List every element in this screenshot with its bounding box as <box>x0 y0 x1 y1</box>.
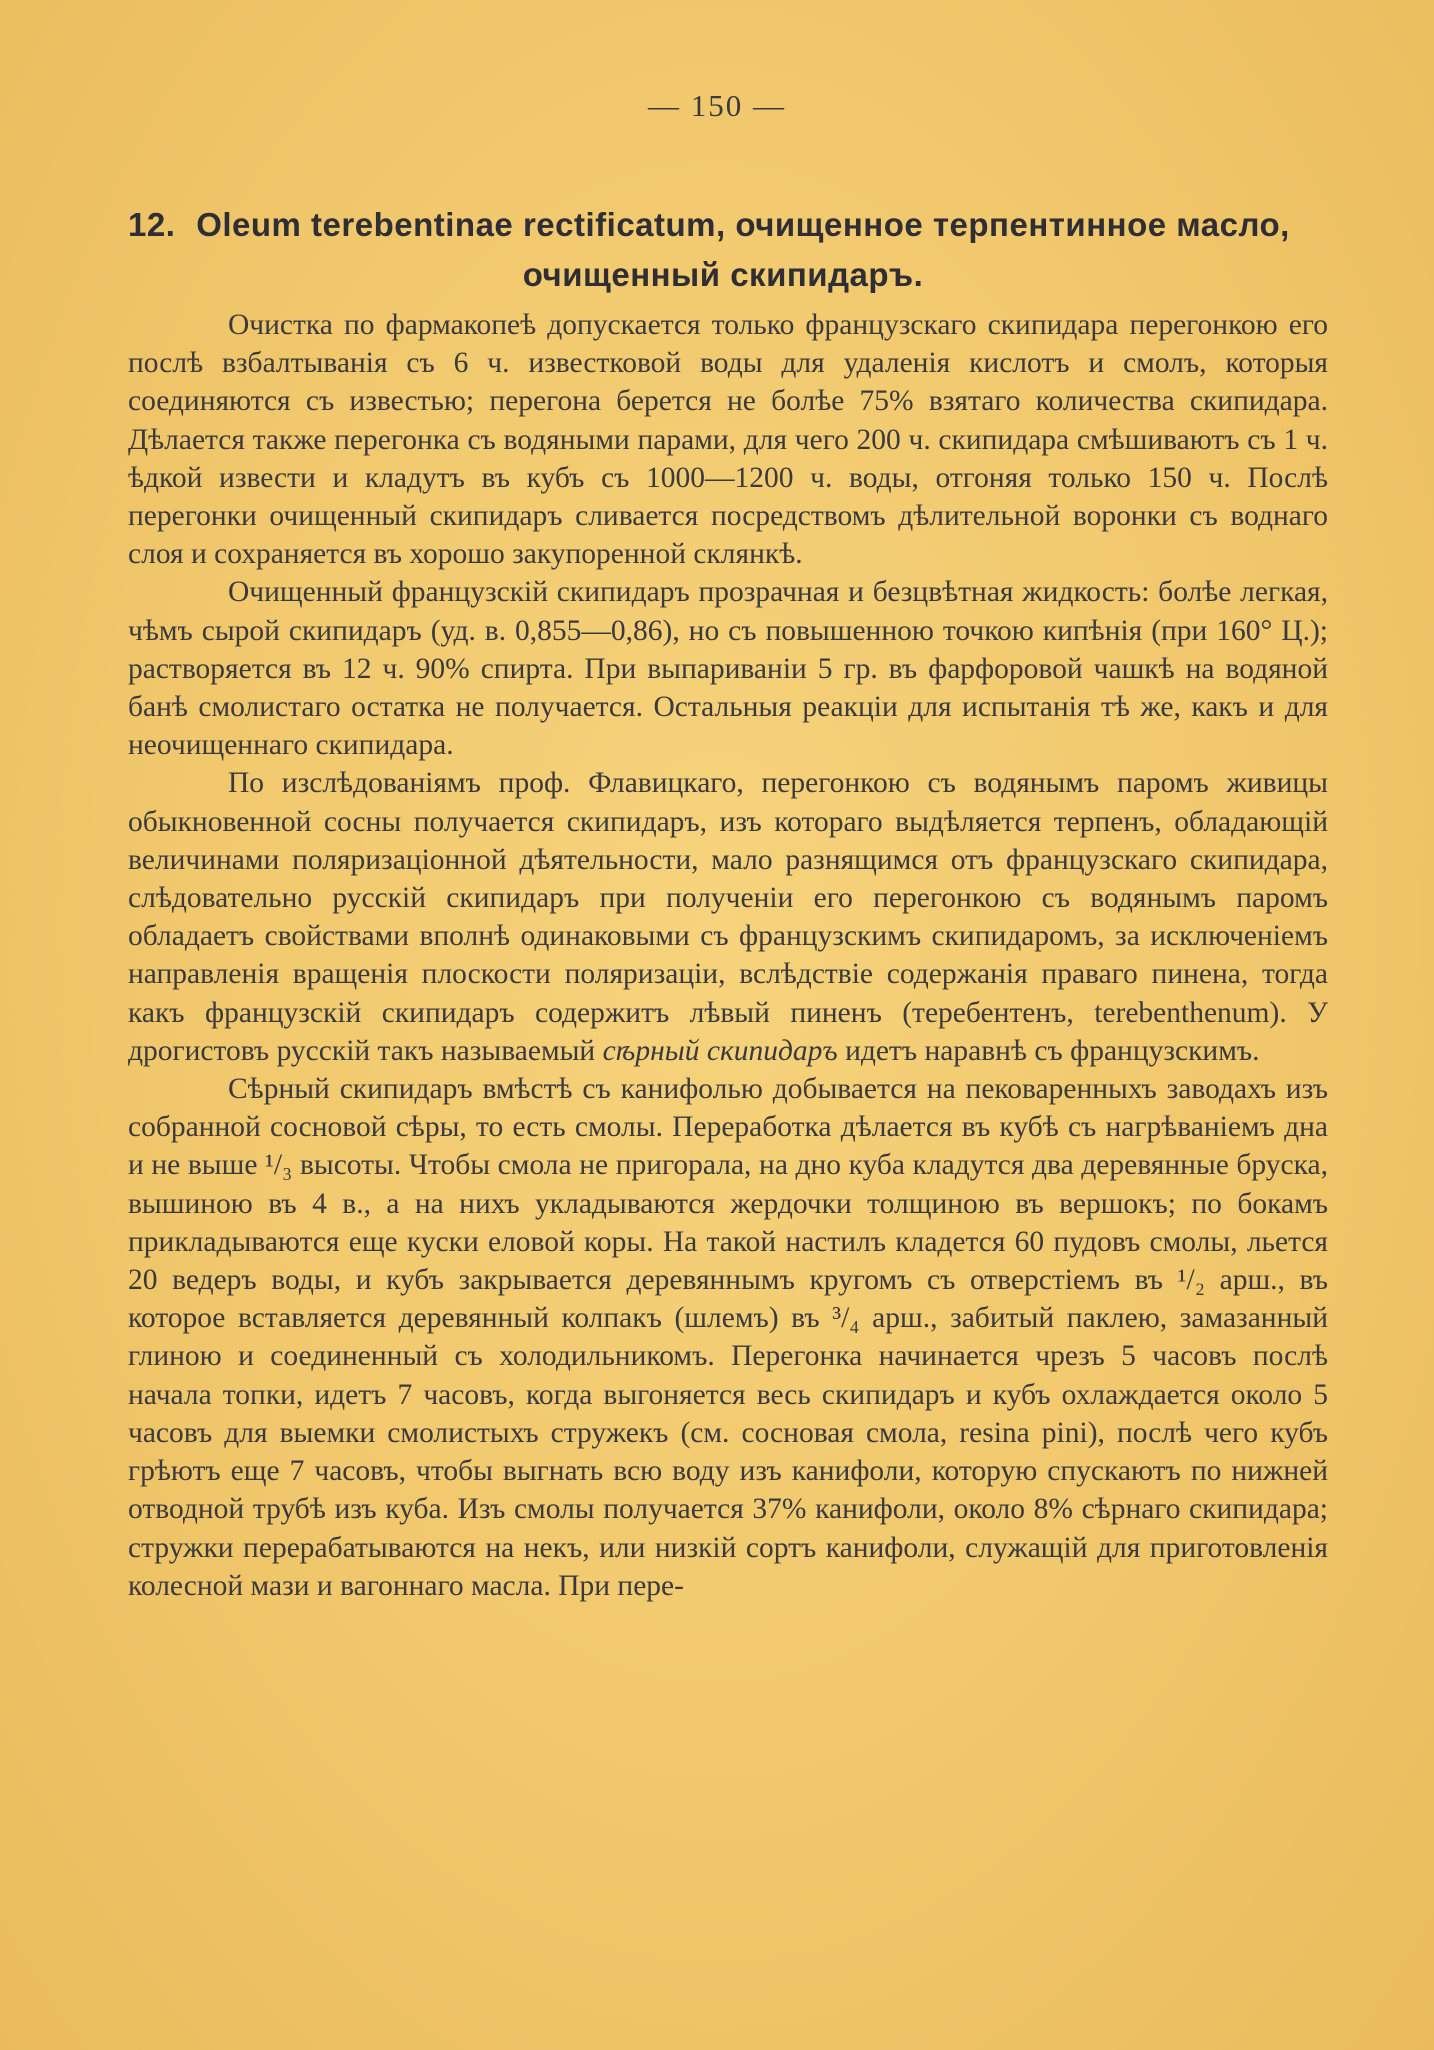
heading-line-1: Oleum terebentinae rectificatum, очищенное терпентинное масло, <box>196 206 1290 243</box>
paragraph-3-text-a: По изслѣдованіямъ проф. Флавицкаго, перегонкою съ водянымъ паромъ живицы обыкновенной сосны получается скипидаръ, изъ котораго выдѣляется терпенъ, обладающій величинами поляризаціонной дѣятельности, мало разнящимся отъ французскаго скипидара, слѣдовательно русскій скипидаръ при полученіи его перегонкою съ водянымъ паромъ обладаетъ свойствами вполнѣ одинаковыми съ французскимъ скипидаромъ, за исключеніемъ направленія вращенія плоскости поляризаціи, вслѣдствіе содержанія праваго пинена, тогда какъ французскій скипидаръ содержитъ лѣвый пиненъ (теребентенъ, terebenthenum). У дрогистовъ русскій такъ называемый <box>128 767 1328 1067</box>
paragraph-3 <box>128 764 1328 1070</box>
section-heading <box>128 200 1318 300</box>
section-number: 12. <box>128 206 176 243</box>
page-number: — 150 — <box>648 88 786 123</box>
paragraph-3-text-b: идетъ наравнѣ съ французскимъ. <box>837 1034 1260 1067</box>
paragraph-4: Сѣрный скипидаръ вмѣстѣ съ канифолью добывается на пековаренныхъ заводахъ изъ собранной сосновой сѣры, то есть смолы. Переработка дѣлается въ кубѣ съ нагрѣваніемъ дна и не выше ¹/₃ высоты. Чтобы смола не пригорала, на дно куба кладутся два деревянные бруска, вышиною въ 4 в., а на нихъ укладываются жердочки толщиною въ вершокъ; по бокамъ прикладываются еще куски еловой коры. На такой настилъ кладется 60 пудовъ смолы, льется 20 ведеръ воды, и кубъ закрывается деревяннымъ кругомъ съ отверстіемъ въ ¹/₂ арш., въ которое вставляется деревянный колпакъ (шлемъ) въ ³/₄ арш., забитый паклею, замазанный глиною и соединенный съ холодильникомъ. Перегонка начинается чрезъ 5 часовъ послѣ начала топки, идетъ 7 часовъ, когда выгоняется весь скипидаръ и кубъ охлаждается около 5 часовъ для выемки смолистыхъ стружекъ (см. сосновая смола, resina pini), послѣ чего кубъ грѣютъ еще 7 часовъ, чтобы выгнать всю воду изъ канифоли, которую спускаютъ по нижней отводной трубѣ изъ куба. Изъ смолы получается 37% канифоли, около 8% сѣрнаго скипидара; стружки перерабатываются на некъ, или низкій сортъ канифоли, служащій для приготовленія колесной мази и вагоннаго масла. При пере- <box>128 1073 1328 1602</box>
heading-line-2: очищенный скипидаръ. <box>522 256 924 293</box>
paragraph-3-emphasis: сѣрный скипидаръ <box>602 1034 838 1067</box>
body-text <box>128 306 1328 1605</box>
paragraph-1: Очистка по фармакопеѣ допускается только французскаго скипидара перегонкою его послѣ взбалтыванія съ 6 ч. известковой воды для удаленія кислотъ и смолъ, которыя соединяются съ известью; перегона берется не болѣе 75% взятаго количества скипидара. Дѣлается также перегонка съ водяными парами, для чего 200 ч. скипидара смѣшиваютъ съ 1 ч. ѣдкой извести и кладутъ въ кубъ съ 1000—1200 ч. воды, отгоняя только 150 ч. Послѣ перегонки очищенный скипидаръ сливается посредствомъ дѣлительной воронки съ воднаго слоя и сохраняется въ хорошо закупоренной склянкѣ. <box>128 309 1328 571</box>
paragraph-2: Очищенный французскій скипидаръ прозрачная и безцвѣтная жидкость: болѣе легкая, чѣмъ сырой скипидаръ (уд. в. 0,855—0,86), но съ повышенною точкою кипѣнія (при 160° Ц.); растворяется въ 12 ч. 90% спирта. При выпариваніи 5 гр. въ фарфоровой чашкѣ на водяной банѣ смолистаго остатка не получается. Остальныя реакціи для испытанія тѣ же, какъ и для неочищеннаго скипидара. <box>128 576 1328 762</box>
